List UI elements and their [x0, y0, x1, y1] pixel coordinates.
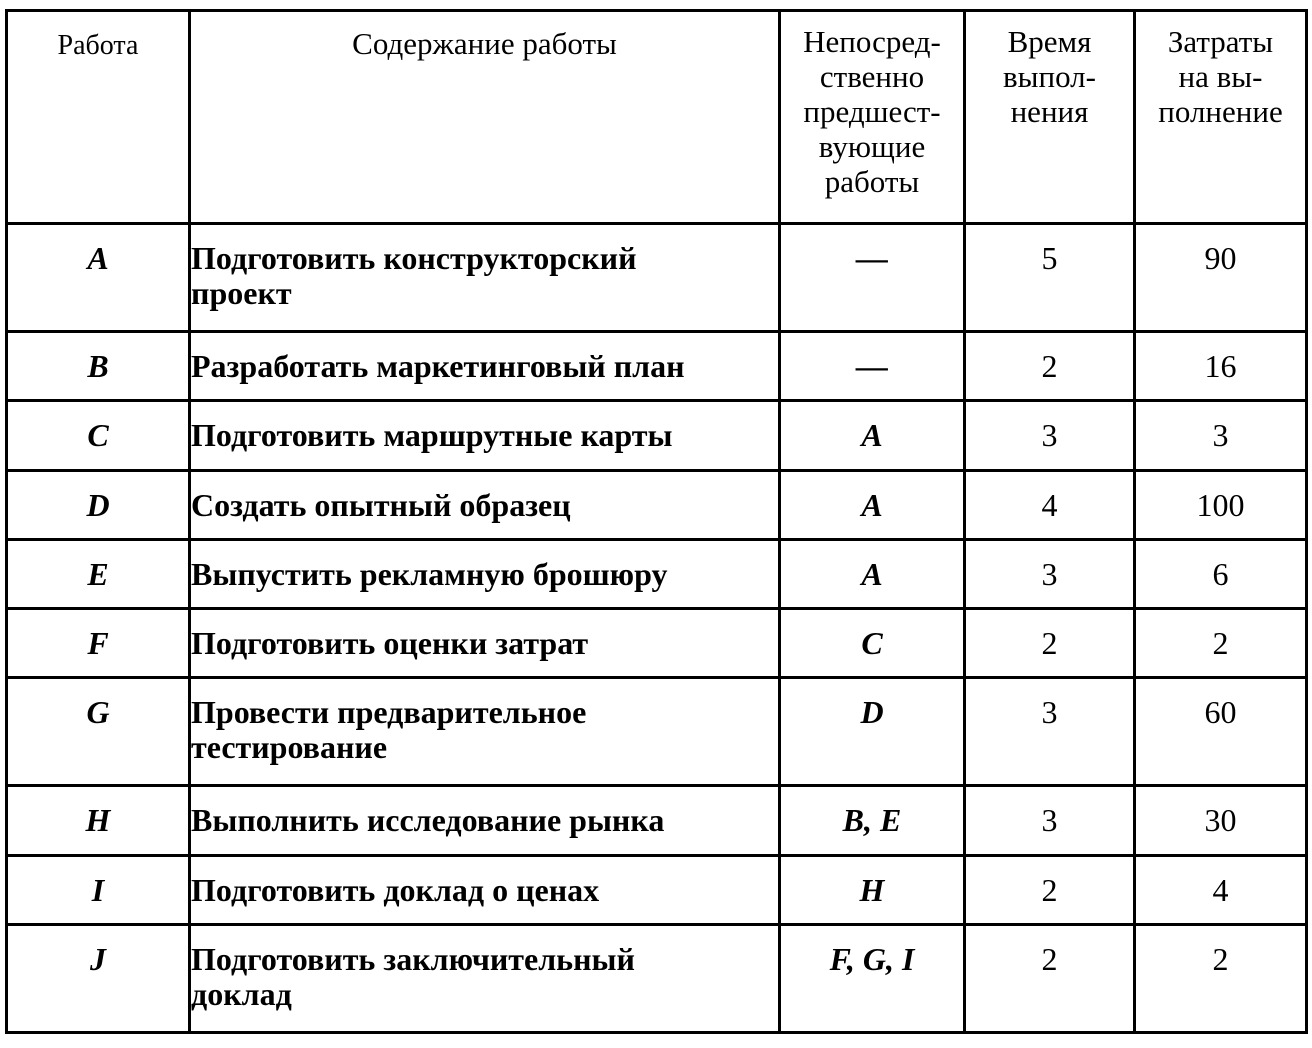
- table-row: [7, 332, 1307, 401]
- time-cell: 4: [965, 470, 1135, 539]
- table-row: [7, 678, 1307, 786]
- time-cell: 2: [965, 924, 1135, 1032]
- work-description-cell: Выпустить рекламную брошюру: [190, 539, 780, 608]
- work-id-cell: E: [7, 539, 190, 608]
- time-cell: 3: [965, 786, 1135, 855]
- predecessors-cell: C: [780, 608, 965, 677]
- cost-cell: 60: [1135, 678, 1307, 786]
- table-row: [7, 855, 1307, 924]
- table-row: [7, 786, 1307, 855]
- predecessors-cell: A: [780, 470, 965, 539]
- work-description-cell: Подготовить доклад о ценах: [190, 855, 780, 924]
- work-description-cell: Подготовить оценки затрат: [190, 608, 780, 677]
- work-id-cell: D: [7, 470, 190, 539]
- table-row: [7, 470, 1307, 539]
- table-row: [7, 224, 1307, 332]
- cost-cell: 90: [1135, 224, 1307, 332]
- work-description-cell: Разработать маркетинговый план: [190, 332, 780, 401]
- work-id-cell: I: [7, 855, 190, 924]
- predecessors-cell: D: [780, 678, 965, 786]
- header-cost: Затраты на вы- полнение: [1135, 11, 1307, 224]
- time-cell: 2: [965, 332, 1135, 401]
- header-content: Содержание работы: [190, 11, 780, 224]
- work-schedule-table: [5, 9, 1308, 1034]
- cost-cell: 4: [1135, 855, 1307, 924]
- header-time: Время выпол- нения: [965, 11, 1135, 224]
- time-cell: 2: [965, 855, 1135, 924]
- time-cell: 3: [965, 401, 1135, 470]
- time-cell: 5: [965, 224, 1135, 332]
- table-row: [7, 539, 1307, 608]
- cost-cell: 30: [1135, 786, 1307, 855]
- time-cell: 2: [965, 608, 1135, 677]
- cost-cell: 2: [1135, 924, 1307, 1032]
- time-cell: 3: [965, 539, 1135, 608]
- table-row: [7, 924, 1307, 1032]
- time-cell: 3: [965, 678, 1135, 786]
- work-id-cell: J: [7, 924, 190, 1032]
- cost-cell: 16: [1135, 332, 1307, 401]
- work-id-cell: B: [7, 332, 190, 401]
- work-description-cell: Создать опытный образец: [190, 470, 780, 539]
- predecessors-cell: A: [780, 539, 965, 608]
- work-id-cell: H: [7, 786, 190, 855]
- cost-cell: 100: [1135, 470, 1307, 539]
- cost-cell: 6: [1135, 539, 1307, 608]
- work-id-cell: C: [7, 401, 190, 470]
- table-row: [7, 608, 1307, 677]
- work-table-sheet: [5, 9, 1305, 1034]
- work-description-cell: Провести предварительное тестирование: [190, 678, 780, 786]
- predecessors-cell: F, G, I: [780, 924, 965, 1032]
- predecessors-cell: —: [780, 224, 965, 332]
- work-description-cell: Подготовить конструкторский проект: [190, 224, 780, 332]
- predecessors-cell: H: [780, 855, 965, 924]
- header-work: Работа: [7, 11, 190, 224]
- work-id-cell: G: [7, 678, 190, 786]
- work-description-cell: Подготовить заключительный доклад: [190, 924, 780, 1032]
- cost-cell: 2: [1135, 608, 1307, 677]
- predecessors-cell: A: [780, 401, 965, 470]
- predecessors-cell: —: [780, 332, 965, 401]
- cost-cell: 3: [1135, 401, 1307, 470]
- work-description-cell: Подготовить маршрутные карты: [190, 401, 780, 470]
- work-description-cell: Выполнить исследование рынка: [190, 786, 780, 855]
- work-id-cell: F: [7, 608, 190, 677]
- table-header-row: [7, 11, 1307, 224]
- predecessors-cell: B, E: [780, 786, 965, 855]
- work-id-cell: A: [7, 224, 190, 332]
- table-row: [7, 401, 1307, 470]
- header-predecessors: Непосред- ственно предшест- вующие работы: [780, 11, 965, 224]
